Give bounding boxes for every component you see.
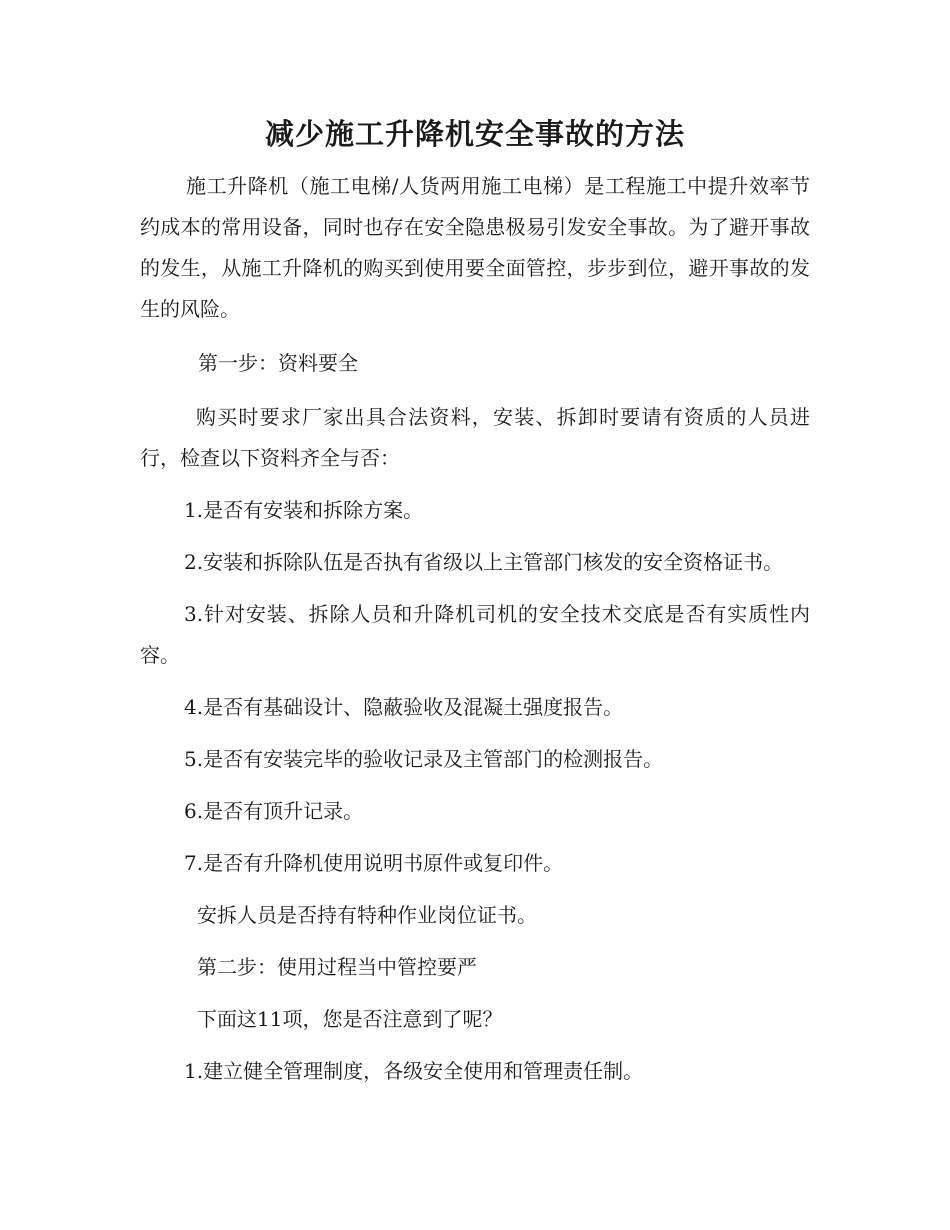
step1-extra-note: 安拆人员是否持有特种作业岗位证书。 — [197, 903, 537, 927]
step2-item-1: 1.建立健全管理制度，各级安全使用和管理责任制。 — [184, 1059, 644, 1083]
step1-heading: 第一步：资料要全 — [198, 351, 358, 375]
step2-intro-paragraph: 下面这11项，您是否注意到了呢？ — [197, 1007, 503, 1031]
step1-item-3: 3.针对安装、拆除人员和升降机司机的安全技术交底是否有实质性内容。 — [140, 602, 810, 667]
intro-paragraph: 施工升降机（施工电梯/人货两用施工电梯）是工程施工中提升效率节约成本的常用设备，同时也存在安全隐患极易引发安全事故。为了避开事故的发生，从施工升降机的购买到使用要全面管控，步步到位，避开事故的发生的风险。 — [140, 174, 810, 321]
step1-item-2: 2.安装和拆除队伍是否执有省级以上主管部门核发的安全资格证书。 — [184, 550, 784, 574]
step1-intro-paragraph: 购买时要求厂家出具合法资料，安装、拆卸时要请有资质的人员进行，检查以下资料齐全与否： — [140, 405, 810, 470]
step1-item-7: 7.是否有升降机使用说明书原件或复印件。 — [184, 851, 564, 875]
document-title: 减少施工升降机安全事故的方法 — [264, 117, 685, 151]
step1-item-6: 6.是否有顶升记录。 — [184, 799, 364, 823]
step2-heading: 第二步：使用过程当中管控要严 — [197, 955, 477, 979]
document-body — [140, 166, 810, 1092]
step1-item-1: 1.是否有安装和拆除方案。 — [184, 498, 424, 522]
step1-item-4: 4.是否有基础设计、隐蔽验收及混凝土强度报告。 — [184, 695, 624, 719]
step1-item-5: 5.是否有安装完毕的验收记录及主管部门的检测报告。 — [184, 747, 664, 771]
